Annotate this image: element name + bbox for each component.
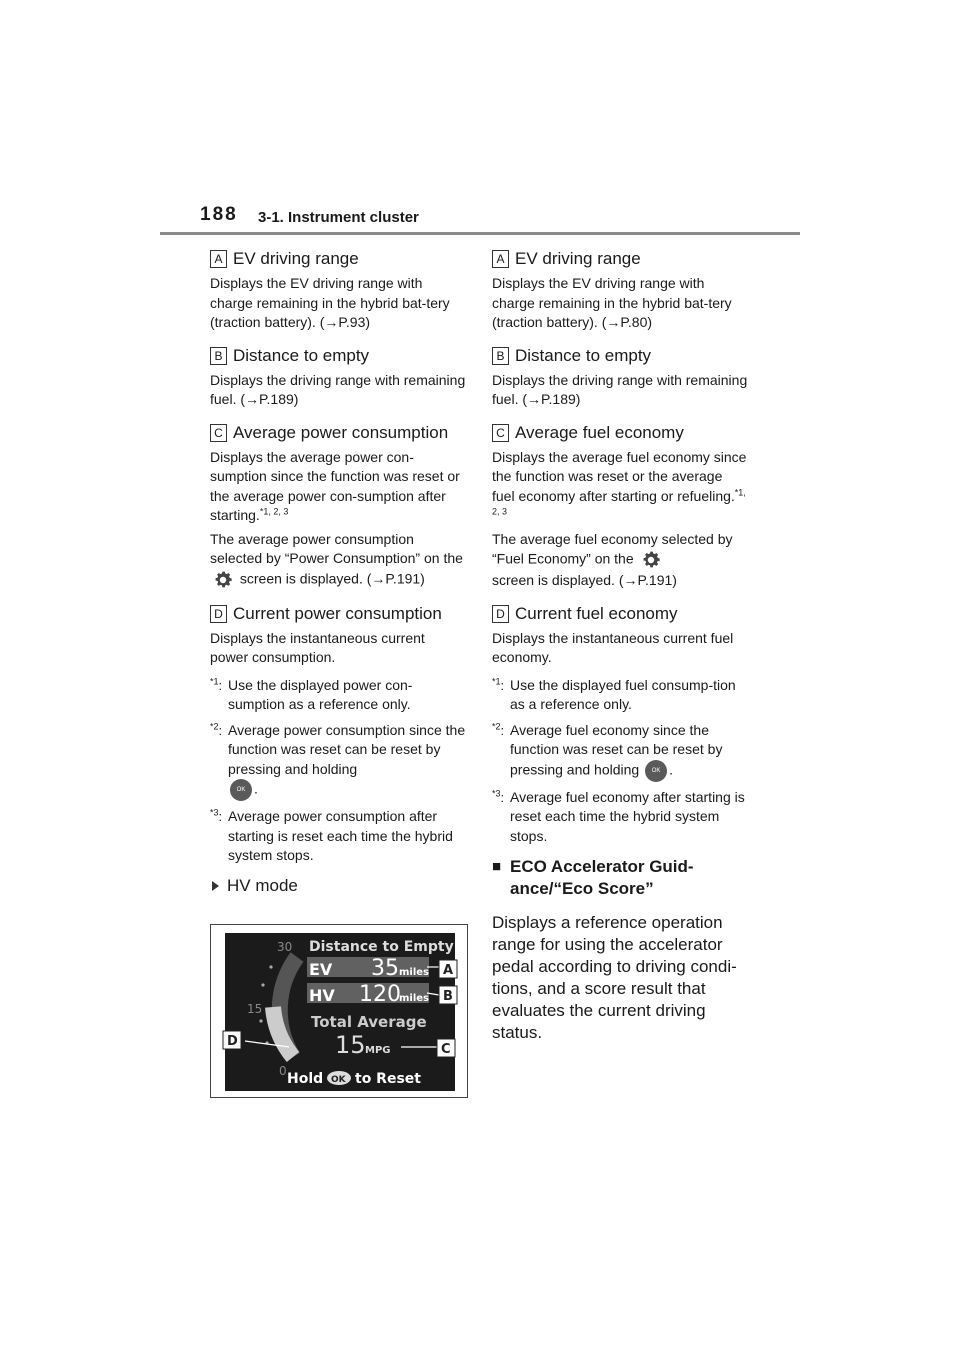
ev-value: 35 bbox=[371, 956, 399, 981]
footnote-text: Average fuel economy since the function was reset can be reset by pressing and holding bbox=[510, 721, 723, 778]
section-title: Average power consumption bbox=[233, 422, 449, 442]
callout-d: D bbox=[227, 1034, 238, 1049]
footnote-text: . bbox=[254, 780, 258, 797]
left-section-d bbox=[210, 603, 466, 668]
left-section-c bbox=[210, 422, 466, 591]
footnote-text: Average power consumption since the function was reset can be reset by pressing and holding bbox=[228, 721, 466, 777]
footnote-mark: *1 bbox=[492, 676, 501, 687]
section-title: Current power consumption bbox=[233, 603, 442, 623]
gear-icon bbox=[212, 569, 234, 591]
eco-accelerator-heading bbox=[492, 856, 748, 900]
ev-unit: miles bbox=[399, 967, 430, 978]
left-section-a bbox=[210, 248, 466, 333]
footnote-text: Use the displayed fuel consump-tion as a reference only. bbox=[510, 676, 736, 712]
section-body: Displays the EV driving range with charge remaining in the hybrid bat-tery (traction battery). (→P.80) bbox=[492, 275, 732, 330]
footnote: $^{*2}$: Average fuel economy since the function was reset can be reset by pressing and holding OK . bbox=[492, 721, 748, 782]
ok-button-icon: OK bbox=[645, 760, 667, 782]
footnote: $^{*1}$: Use the displayed fuel consump-tion as a reference only. bbox=[492, 676, 748, 715]
badge-b: B bbox=[492, 347, 509, 365]
ev-label: EV bbox=[309, 960, 333, 979]
mode-title: HV mode bbox=[227, 875, 298, 895]
hv-mode-heading bbox=[210, 876, 466, 896]
badge-d: D bbox=[210, 605, 227, 623]
right-section-a bbox=[492, 248, 748, 333]
right-section-d bbox=[492, 603, 748, 668]
page-number: 188 bbox=[200, 204, 238, 225]
section-title: Current fuel economy bbox=[515, 603, 678, 623]
section-title: EV driving range bbox=[515, 249, 641, 268]
section-body: Displays the instantaneous current power consumption. bbox=[210, 629, 425, 665]
triangle-bullet-icon bbox=[212, 881, 219, 891]
badge-c: C bbox=[492, 424, 509, 442]
left-section-b bbox=[210, 345, 466, 410]
body-text: screen is displayed. (→P.191) bbox=[492, 572, 677, 588]
right-section-c bbox=[492, 422, 748, 591]
badge-a: A bbox=[210, 250, 227, 268]
callout-a: A bbox=[443, 963, 454, 978]
right-column bbox=[492, 248, 748, 1044]
avg-unit: MPG bbox=[365, 1045, 391, 1056]
section-body: Displays the driving range with remaining fuel. (→P.189) bbox=[492, 371, 748, 407]
footnote: $^{*3}$: Average power consumption after starting is reset each time the hybrid system stops. bbox=[210, 807, 466, 866]
footnote-mark: *3 bbox=[210, 807, 219, 818]
body-text: screen is displayed. (→P.191) bbox=[239, 570, 425, 587]
footnote: $^{*2}$: Average power consumption since the function was reset can be reset by pressing and holding OK . bbox=[210, 721, 466, 802]
hv-unit: miles bbox=[399, 993, 430, 1004]
section-body: Displays the instantaneous current fuel economy. bbox=[492, 629, 734, 665]
avg-label: Total Average bbox=[311, 1013, 427, 1031]
section-body bbox=[210, 448, 466, 526]
ok-text: OK bbox=[331, 1075, 346, 1085]
header-rule bbox=[160, 232, 800, 235]
scale-mid: 15 bbox=[247, 1002, 263, 1016]
ok-button-icon: OK bbox=[230, 779, 252, 801]
body-text: Displays the average power con-sumption since the function was reset or the average power con-sumption after starting. bbox=[210, 448, 460, 523]
chapter-title: 3-1. Instrument cluster bbox=[258, 209, 419, 226]
right-section-b bbox=[492, 345, 748, 410]
section-body: Displays the driving range with remaining fuel. (→P.189) bbox=[210, 371, 466, 407]
footnote-mark: *1 bbox=[210, 676, 219, 687]
section-body: Displays the EV driving range with charge remaining in the hybrid bat-tery (traction battery). (→P.93) bbox=[210, 275, 450, 330]
section-body bbox=[492, 448, 748, 526]
footnote-mark: *2 bbox=[210, 721, 219, 732]
reset-text: to Reset bbox=[355, 1071, 421, 1087]
section-title: EV driving range bbox=[233, 249, 359, 268]
badge-d: D bbox=[492, 605, 509, 623]
footnote-mark: *3 bbox=[492, 788, 501, 799]
footnote: $^{*3}$: Average fuel economy after starting is reset each time the hybrid system stops. bbox=[492, 788, 748, 847]
footnote-text: Average power consumption after starting is reset each time the hybrid system stops. bbox=[228, 808, 453, 863]
eco-accelerator-body: Displays a reference operation range for using the accelerator pedal according to driving condi-tions, and a score result that evaluates the current driving status. bbox=[492, 913, 737, 1042]
footnote-text: Average fuel economy after starting is reset each time the hybrid system stops. bbox=[510, 788, 745, 844]
scale-bottom: 0 bbox=[279, 1064, 287, 1078]
avg-value: 15 bbox=[335, 1031, 366, 1059]
section-body-2 bbox=[210, 530, 466, 591]
callout-b: B bbox=[443, 989, 453, 1004]
badge-c: C bbox=[210, 424, 227, 442]
section-title: Distance to empty bbox=[515, 345, 652, 365]
left-column bbox=[210, 248, 466, 896]
body-text: The average power consumption selected by “Power Consumption” on the bbox=[210, 530, 463, 566]
footnote-text: . bbox=[669, 761, 673, 778]
scale-top: 30 bbox=[277, 940, 293, 954]
hold-text: Hold bbox=[287, 1071, 324, 1087]
footnote-mark: *2 bbox=[492, 721, 501, 732]
badge-b: B bbox=[210, 347, 227, 365]
callout-c: C bbox=[441, 1042, 451, 1057]
footnote-ref: *1, 2, 3 bbox=[492, 486, 746, 517]
hv-label: HV bbox=[309, 986, 335, 1005]
footnotes bbox=[210, 676, 466, 866]
footnote: $^{*1}$: Use the displayed power con-sumption as a reference only. bbox=[210, 676, 466, 715]
title: Distance to Empty bbox=[309, 939, 454, 955]
square-bullet-icon: ■ bbox=[492, 858, 502, 875]
hv-value: 120 bbox=[359, 982, 401, 1007]
section-body-2 bbox=[492, 530, 748, 591]
gear-icon bbox=[640, 549, 662, 571]
body-text: Displays the average fuel economy since the function was reset or the average fuel economy after starting or refueling. bbox=[492, 448, 747, 504]
footnotes bbox=[492, 676, 748, 847]
cluster-display-figure bbox=[210, 924, 468, 1098]
cluster-display-svg bbox=[211, 925, 469, 1099]
section-title: Distance to empty bbox=[233, 345, 370, 365]
subhead-text: ECO Accelerator Guid-ance/“Eco Score” bbox=[510, 857, 694, 898]
badge-a: A bbox=[492, 250, 509, 268]
footnote-ref: *1, 2, 3 bbox=[259, 506, 289, 517]
section-title: Average fuel economy bbox=[515, 422, 684, 442]
footnote-text: Use the displayed power con-sumption as a reference only. bbox=[228, 676, 413, 712]
body-text: The average fuel economy selected by “Fuel Economy” on the bbox=[492, 530, 733, 567]
